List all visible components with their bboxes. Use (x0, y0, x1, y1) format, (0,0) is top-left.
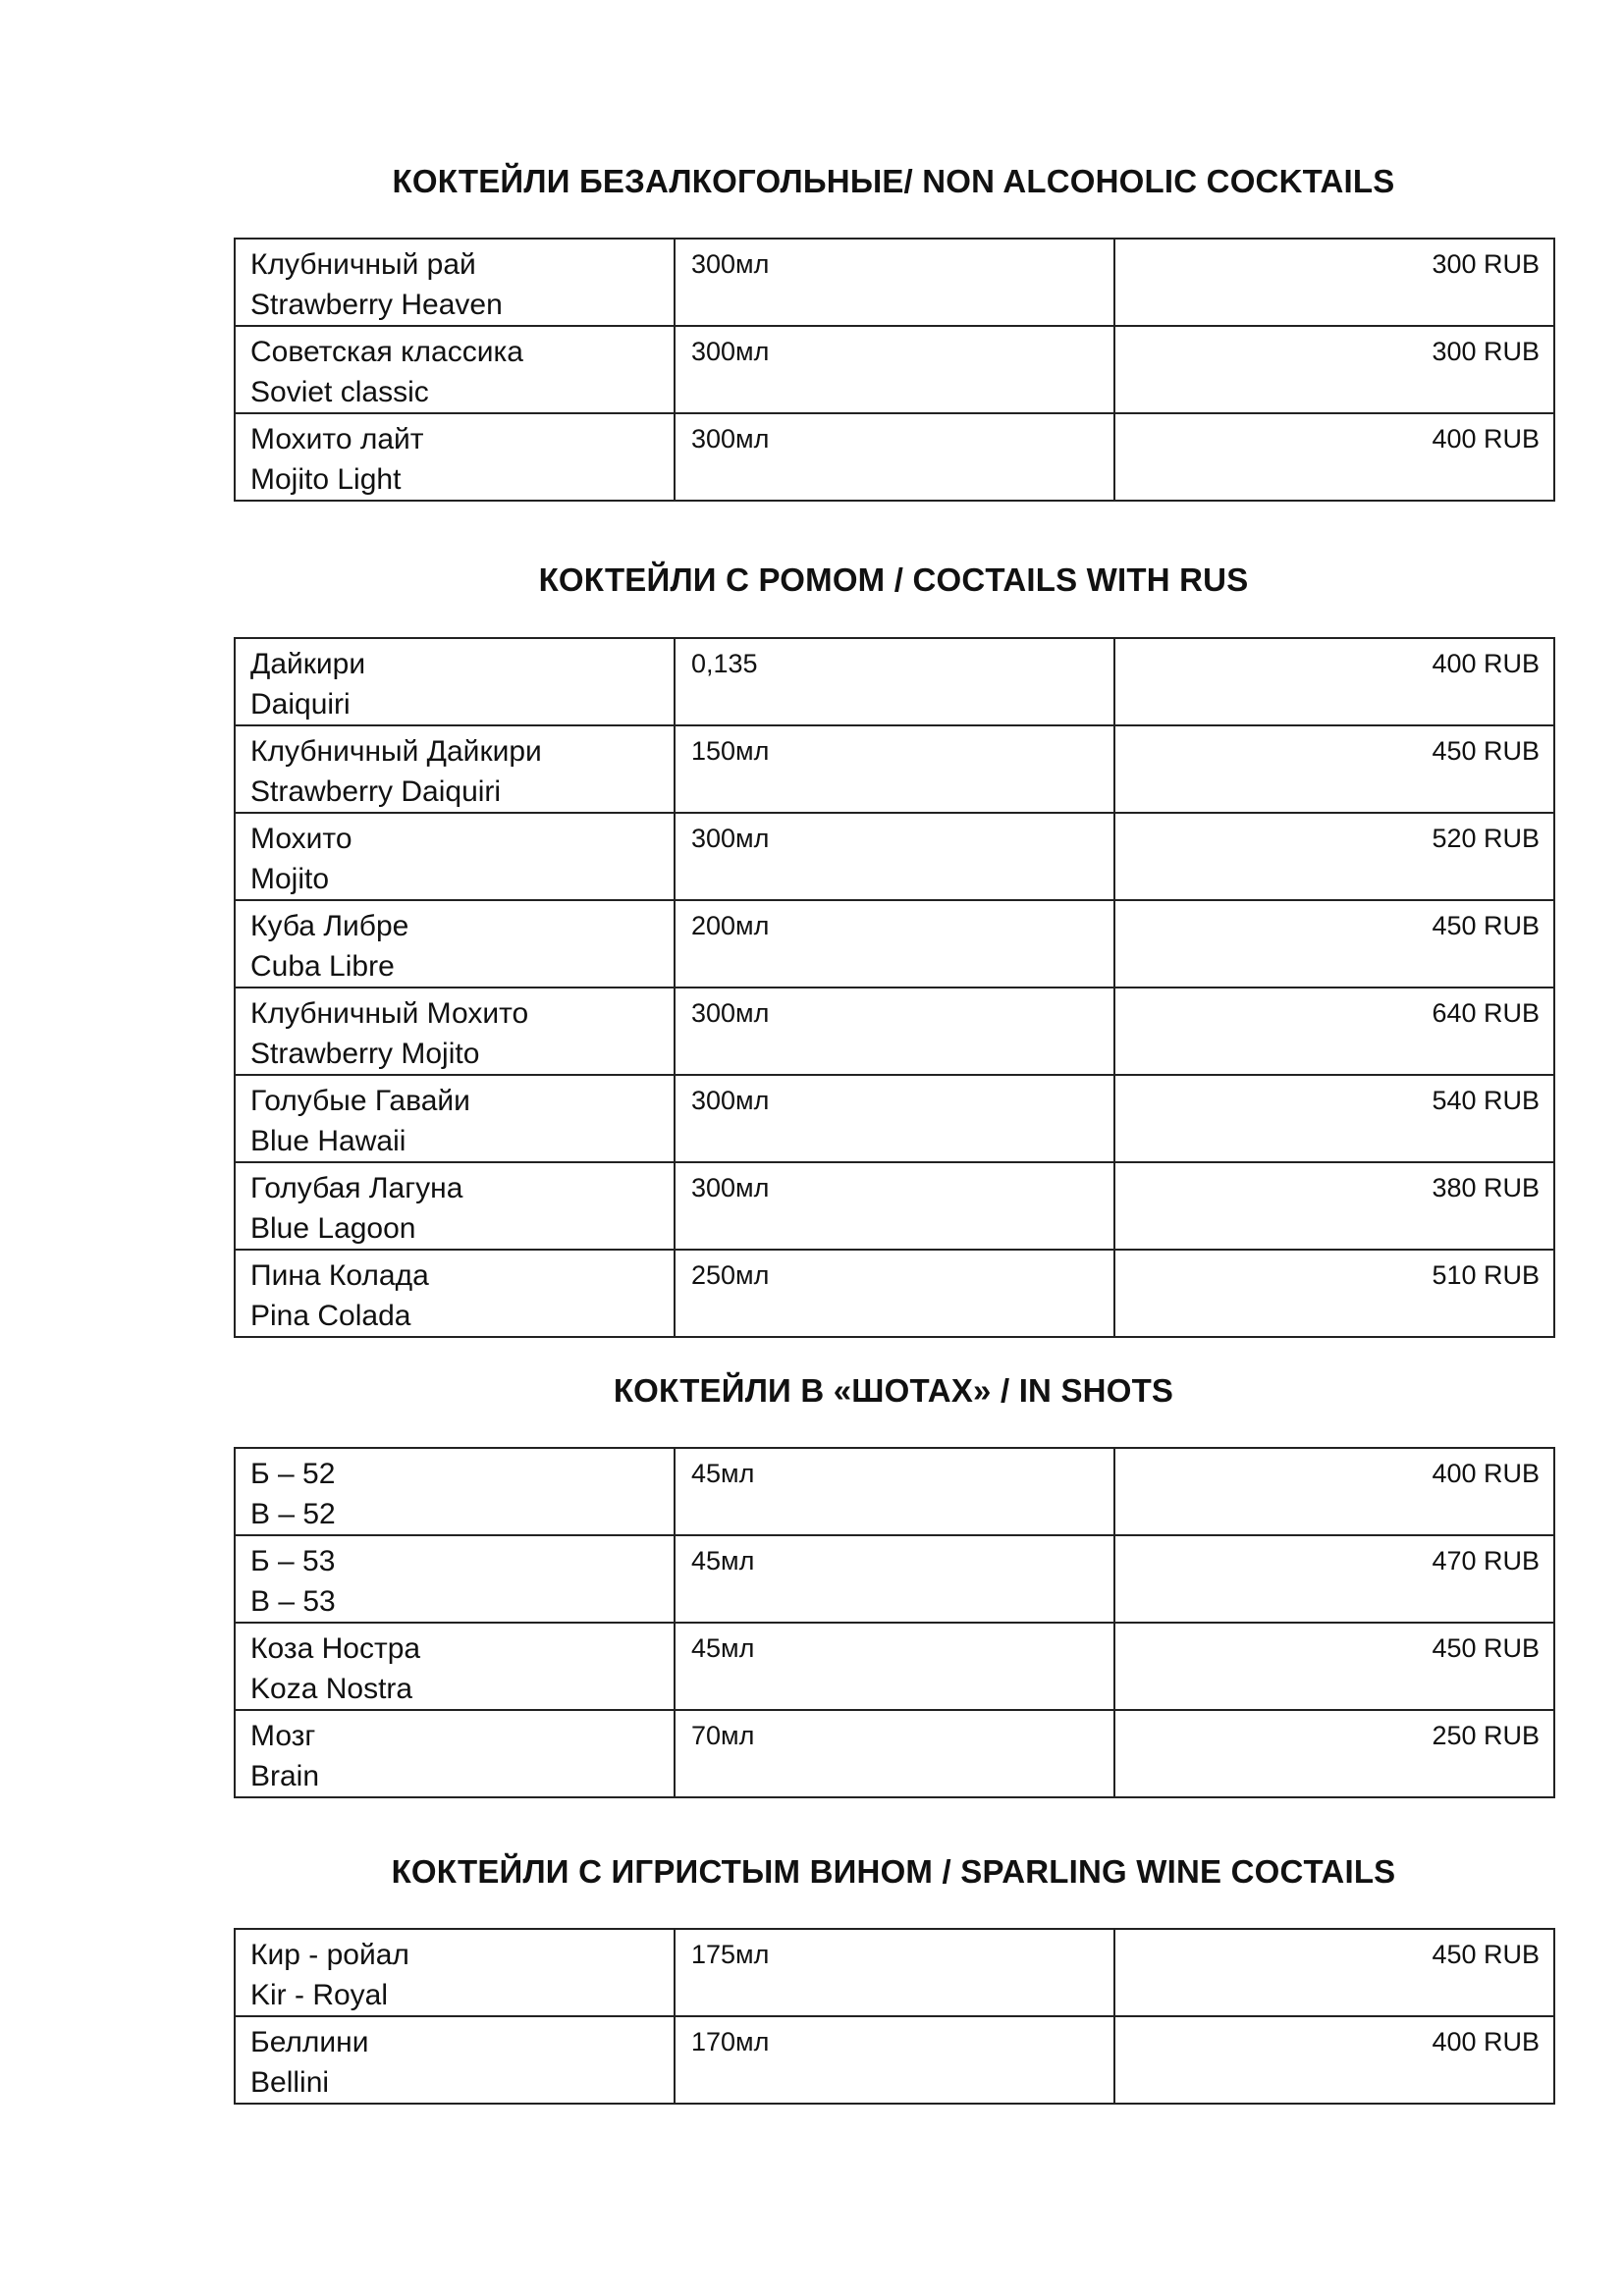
section-title-rum: КОКТЕЙЛИ С РОМОМ / COCTAILS WITH RUS (538, 561, 1249, 598)
section-title-non-alcoholic: КОКТЕЙЛИ БЕЗАЛКОГОЛЬНЫЕ/ NON ALCOHOLIC COCKTAILS (392, 163, 1395, 199)
item-name-ru: Пина Колада (250, 1259, 429, 1292)
item-price: 300 RUB (1114, 326, 1554, 413)
table-row (235, 1623, 1554, 1710)
menu-table-sparkling-wine (234, 1928, 1555, 2105)
item-price: 400 RUB (1114, 413, 1554, 501)
table-row (235, 413, 1554, 501)
item-price: 640 RUB (1114, 988, 1554, 1075)
item-volume: 300мл (675, 813, 1114, 900)
table-row (235, 988, 1554, 1075)
item-name-ru: Беллини (250, 2026, 369, 2058)
item-price: 300 RUB (1114, 239, 1554, 326)
item-name-cell (235, 1623, 675, 1710)
table-row (235, 900, 1554, 988)
item-name-ru: Мохито лайт (250, 423, 424, 455)
item-name-en: Pina Colada (250, 1300, 411, 1332)
item-name-ru: Голубые Гавайи (250, 1085, 470, 1117)
item-name-ru: Куба Либре (250, 910, 409, 942)
item-price: 250 RUB (1114, 1710, 1554, 1797)
item-name-cell (235, 725, 675, 813)
item-name-cell (235, 1535, 675, 1623)
menu-table-rum (234, 637, 1555, 1338)
item-name-cell (235, 1162, 675, 1250)
table-row (235, 1448, 1554, 1535)
item-name-cell (235, 1929, 675, 2016)
item-price: 400 RUB (1114, 638, 1554, 725)
item-volume: 170мл (675, 2016, 1114, 2104)
item-name-cell (235, 1448, 675, 1535)
item-name-cell (235, 1710, 675, 1797)
table-row (235, 1075, 1554, 1162)
item-price: 450 RUB (1114, 1623, 1554, 1710)
item-price: 400 RUB (1114, 1448, 1554, 1535)
item-name-ru: Советская классика (250, 336, 523, 368)
item-volume: 70мл (675, 1710, 1114, 1797)
item-name-en: Koza Nostra (250, 1673, 413, 1705)
item-name-ru: Клубничный Мохито (250, 997, 529, 1030)
item-volume: 200мл (675, 900, 1114, 988)
item-name-cell (235, 2016, 675, 2104)
item-name-en: B – 53 (250, 1585, 336, 1618)
item-name-cell (235, 900, 675, 988)
item-volume: 45мл (675, 1535, 1114, 1623)
item-name-en: Mojito Light (250, 463, 402, 496)
item-volume: 300мл (675, 239, 1114, 326)
item-name-en: Bellini (250, 2066, 330, 2099)
item-name-en: Soviet classic (250, 376, 429, 408)
table-row (235, 326, 1554, 413)
item-name-ru: Кир - ройал (250, 1939, 409, 1971)
item-name-en: Brain (250, 1760, 320, 1792)
item-name-cell (235, 988, 675, 1075)
table-row (235, 1162, 1554, 1250)
item-volume: 175мл (675, 1929, 1114, 2016)
item-name-en: Cuba Libre (250, 950, 395, 983)
item-volume: 300мл (675, 1162, 1114, 1250)
item-name-ru: Дайкири (250, 648, 366, 680)
item-name-en: Strawberry Heaven (250, 289, 503, 321)
item-volume: 300мл (675, 1075, 1114, 1162)
item-name-ru: Клубничный Дайкири (250, 735, 542, 768)
table-row (235, 638, 1554, 725)
item-price: 400 RUB (1114, 2016, 1554, 2104)
item-name-cell (235, 1250, 675, 1337)
table-row (235, 1250, 1554, 1337)
item-name-cell (235, 813, 675, 900)
item-name-ru: Голубая Лагуна (250, 1172, 463, 1204)
item-price: 450 RUB (1114, 900, 1554, 988)
table-row (235, 1535, 1554, 1623)
item-name-cell (235, 326, 675, 413)
item-name-en: Strawberry Daiquiri (250, 775, 502, 808)
item-name-cell (235, 239, 675, 326)
item-price: 380 RUB (1114, 1162, 1554, 1250)
item-name-ru: Клубничный рай (250, 248, 476, 281)
item-name-en: Daiquiri (250, 688, 351, 721)
table-row (235, 1710, 1554, 1797)
item-price: 520 RUB (1114, 813, 1554, 900)
item-name-en: Blue Lagoon (250, 1212, 416, 1245)
table-row (235, 2016, 1554, 2104)
item-volume: 45мл (675, 1448, 1114, 1535)
item-name-ru: Б – 52 (250, 1458, 336, 1490)
item-volume: 250мл (675, 1250, 1114, 1337)
item-name-cell (235, 1075, 675, 1162)
menu-table-non-alcoholic (234, 238, 1555, 502)
item-name-ru: Мозг (250, 1720, 316, 1752)
item-volume: 300мл (675, 413, 1114, 501)
item-name-ru: Коза Ностра (250, 1632, 421, 1665)
item-price: 470 RUB (1114, 1535, 1554, 1623)
item-name-ru: Мохито (250, 823, 352, 855)
item-name-en: Blue Hawaii (250, 1125, 406, 1157)
table-row (235, 1929, 1554, 2016)
item-volume: 150мл (675, 725, 1114, 813)
table-row (235, 239, 1554, 326)
item-volume: 0,135 (675, 638, 1114, 725)
item-name-cell (235, 638, 675, 725)
menu-table-shots (234, 1447, 1555, 1798)
table-row (235, 725, 1554, 813)
item-volume: 300мл (675, 326, 1114, 413)
item-volume: 300мл (675, 988, 1114, 1075)
item-name-ru: Б – 53 (250, 1545, 336, 1577)
section-title-sparkling-wine: КОКТЕЙЛИ С ИГРИСТЫМ ВИНОМ / SPARLING WINE COCTAILS (391, 1853, 1396, 1890)
item-price: 450 RUB (1114, 1929, 1554, 2016)
item-name-cell (235, 413, 675, 501)
item-price: 450 RUB (1114, 725, 1554, 813)
table-row (235, 813, 1554, 900)
item-name-en: Kir - Royal (250, 1979, 389, 2011)
item-price: 540 RUB (1114, 1075, 1554, 1162)
item-name-en: Strawberry Mojito (250, 1038, 480, 1070)
item-volume: 45мл (675, 1623, 1114, 1710)
section-title-shots: КОКТЕЙЛИ В «ШОТАХ» / IN SHOTS (613, 1372, 1174, 1409)
item-name-en: B – 52 (250, 1498, 336, 1530)
item-price: 510 RUB (1114, 1250, 1554, 1337)
item-name-en: Mojito (250, 863, 330, 895)
